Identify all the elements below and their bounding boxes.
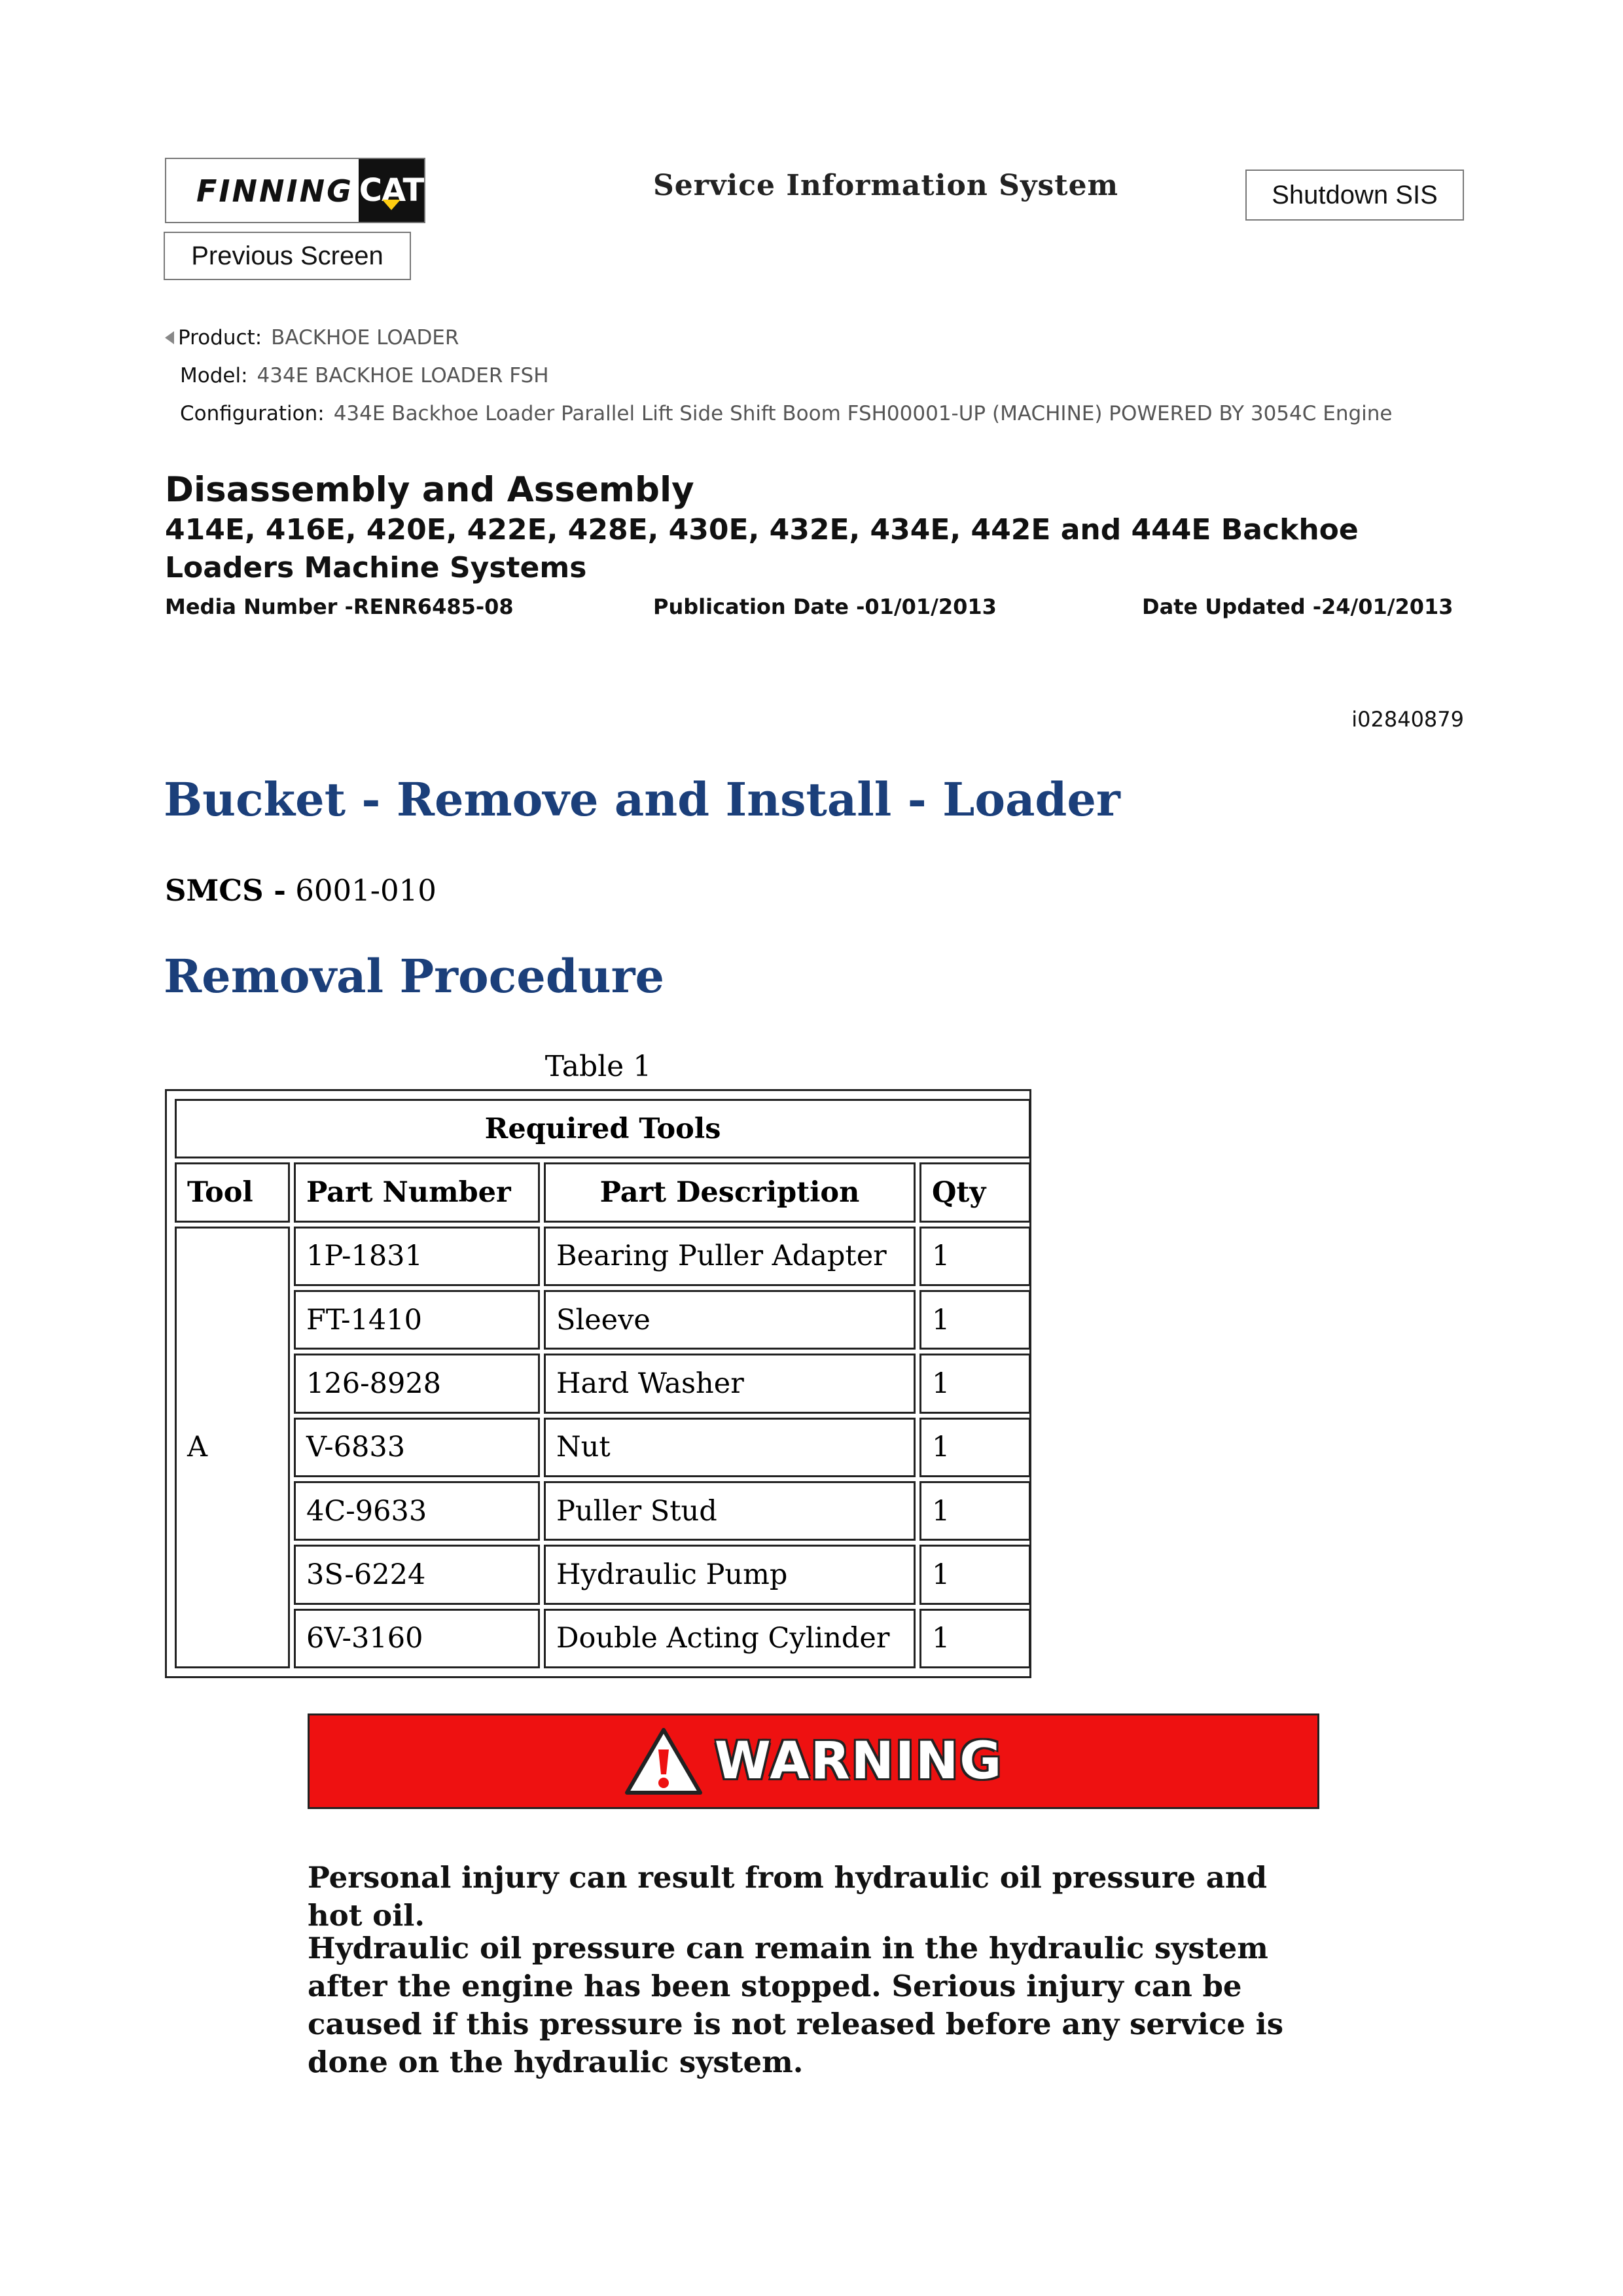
smcs-label: SMCS - — [165, 873, 286, 908]
product-label: Product: — [178, 326, 262, 350]
quantity: 1 — [919, 1481, 1031, 1541]
document-id: i02840879 — [1351, 707, 1464, 732]
required-tools-table — [165, 1089, 1031, 1678]
warning-label: WARNING — [714, 1732, 1003, 1791]
cat-triangle-icon — [382, 200, 401, 210]
part-description: Hard Washer — [544, 1354, 916, 1413]
quantity: 1 — [919, 1418, 1031, 1477]
table-row — [175, 1227, 1031, 1286]
cat-logo-icon — [359, 159, 424, 222]
part-number: 126-8928 — [294, 1354, 540, 1413]
model-row — [180, 364, 549, 387]
table-row — [175, 1545, 1031, 1604]
warning-text-1: Personal injury can result from hydraulic oil pressure and hot oil. — [308, 1860, 1268, 1933]
configuration-label: Configuration: — [180, 402, 325, 425]
smcs-code — [165, 873, 437, 908]
product-row — [165, 326, 459, 350]
warning-banner — [308, 1713, 1319, 1809]
header-tool: Tool — [175, 1162, 290, 1222]
document-subtitle: 414E, 416E, 420E, 422E, 428E, 430E, 432E, 434E, 442E and 444E Backhoe Loaders Machine Systems — [165, 513, 1359, 584]
part-number: FT-1410 — [294, 1290, 540, 1350]
part-description: Puller Stud — [544, 1481, 916, 1541]
table-row — [175, 1481, 1031, 1541]
tool-letter: A — [175, 1227, 290, 1668]
logo-brand-text: FINNING — [196, 173, 353, 209]
header-part-description: Part Description — [544, 1162, 916, 1222]
quantity: 1 — [919, 1545, 1031, 1604]
part-number: 4C-9633 — [294, 1481, 540, 1541]
previous-screen-button[interactable]: Previous Screen — [164, 232, 411, 280]
document-title: Disassembly and Assembly — [165, 470, 694, 510]
quantity: 1 — [919, 1354, 1031, 1413]
header-qty: Qty — [919, 1162, 1031, 1222]
table-row — [175, 1290, 1031, 1350]
quantity: 1 — [919, 1227, 1031, 1286]
publication-date: Publication Date -01/01/2013 — [653, 594, 997, 619]
table-row — [175, 1354, 1031, 1413]
back-arrow-icon[interactable] — [165, 331, 174, 344]
part-number: 6V-3160 — [294, 1609, 540, 1668]
logo-cat-text: CAT — [359, 172, 424, 209]
table-caption: Table 1 — [544, 1050, 652, 1083]
part-number: V-6833 — [294, 1418, 540, 1477]
part-description: Double Acting Cylinder — [544, 1609, 916, 1668]
quantity: 1 — [919, 1609, 1031, 1668]
smcs-value: 6001-010 — [295, 873, 437, 908]
warning-text-2: Hydraulic oil pressure can remain in the hydraulic system after the engine has been stopped. Serious injury can be caused if this pressure is not released before any service is done on the hydraulic system. — [308, 1931, 1284, 2079]
model-label: Model: — [180, 364, 248, 387]
header-part-number: Part Number — [294, 1162, 540, 1222]
system-title: Service Information System — [653, 169, 1119, 202]
product-value: BACKHOE LOADER — [271, 326, 459, 350]
part-description: Bearing Puller Adapter — [544, 1227, 916, 1286]
finning-cat-logo — [165, 158, 425, 223]
part-number: 3S-6224 — [294, 1545, 540, 1604]
media-number: Media Number -RENR6485-08 — [165, 594, 514, 619]
table-header-row — [175, 1162, 1031, 1222]
date-updated: Date Updated -24/01/2013 — [1142, 594, 1454, 619]
shutdown-sis-button[interactable]: Shutdown SIS — [1245, 170, 1464, 221]
table-row — [175, 1418, 1031, 1477]
table-title-row — [175, 1099, 1031, 1158]
table-title: Required Tools — [175, 1099, 1031, 1158]
configuration-row — [180, 402, 1393, 425]
configuration-value: 434E Backhoe Loader Parallel Lift Side Shift Boom FSH00001-UP (MACHINE) POWERED BY 3054C Engine — [333, 402, 1393, 425]
part-description: Sleeve — [544, 1290, 916, 1350]
removal-procedure-heading: Removal Procedure — [164, 949, 665, 1003]
table-row — [175, 1609, 1031, 1668]
part-number: 1P-1831 — [294, 1227, 540, 1286]
main-heading: Bucket - Remove and Install - Loader — [164, 772, 1120, 827]
quantity: 1 — [919, 1290, 1031, 1350]
model-value: 434E BACKHOE LOADER FSH — [257, 364, 549, 387]
warning-triangle-icon — [624, 1727, 703, 1795]
part-description: Nut — [544, 1418, 916, 1477]
part-description: Hydraulic Pump — [544, 1545, 916, 1604]
